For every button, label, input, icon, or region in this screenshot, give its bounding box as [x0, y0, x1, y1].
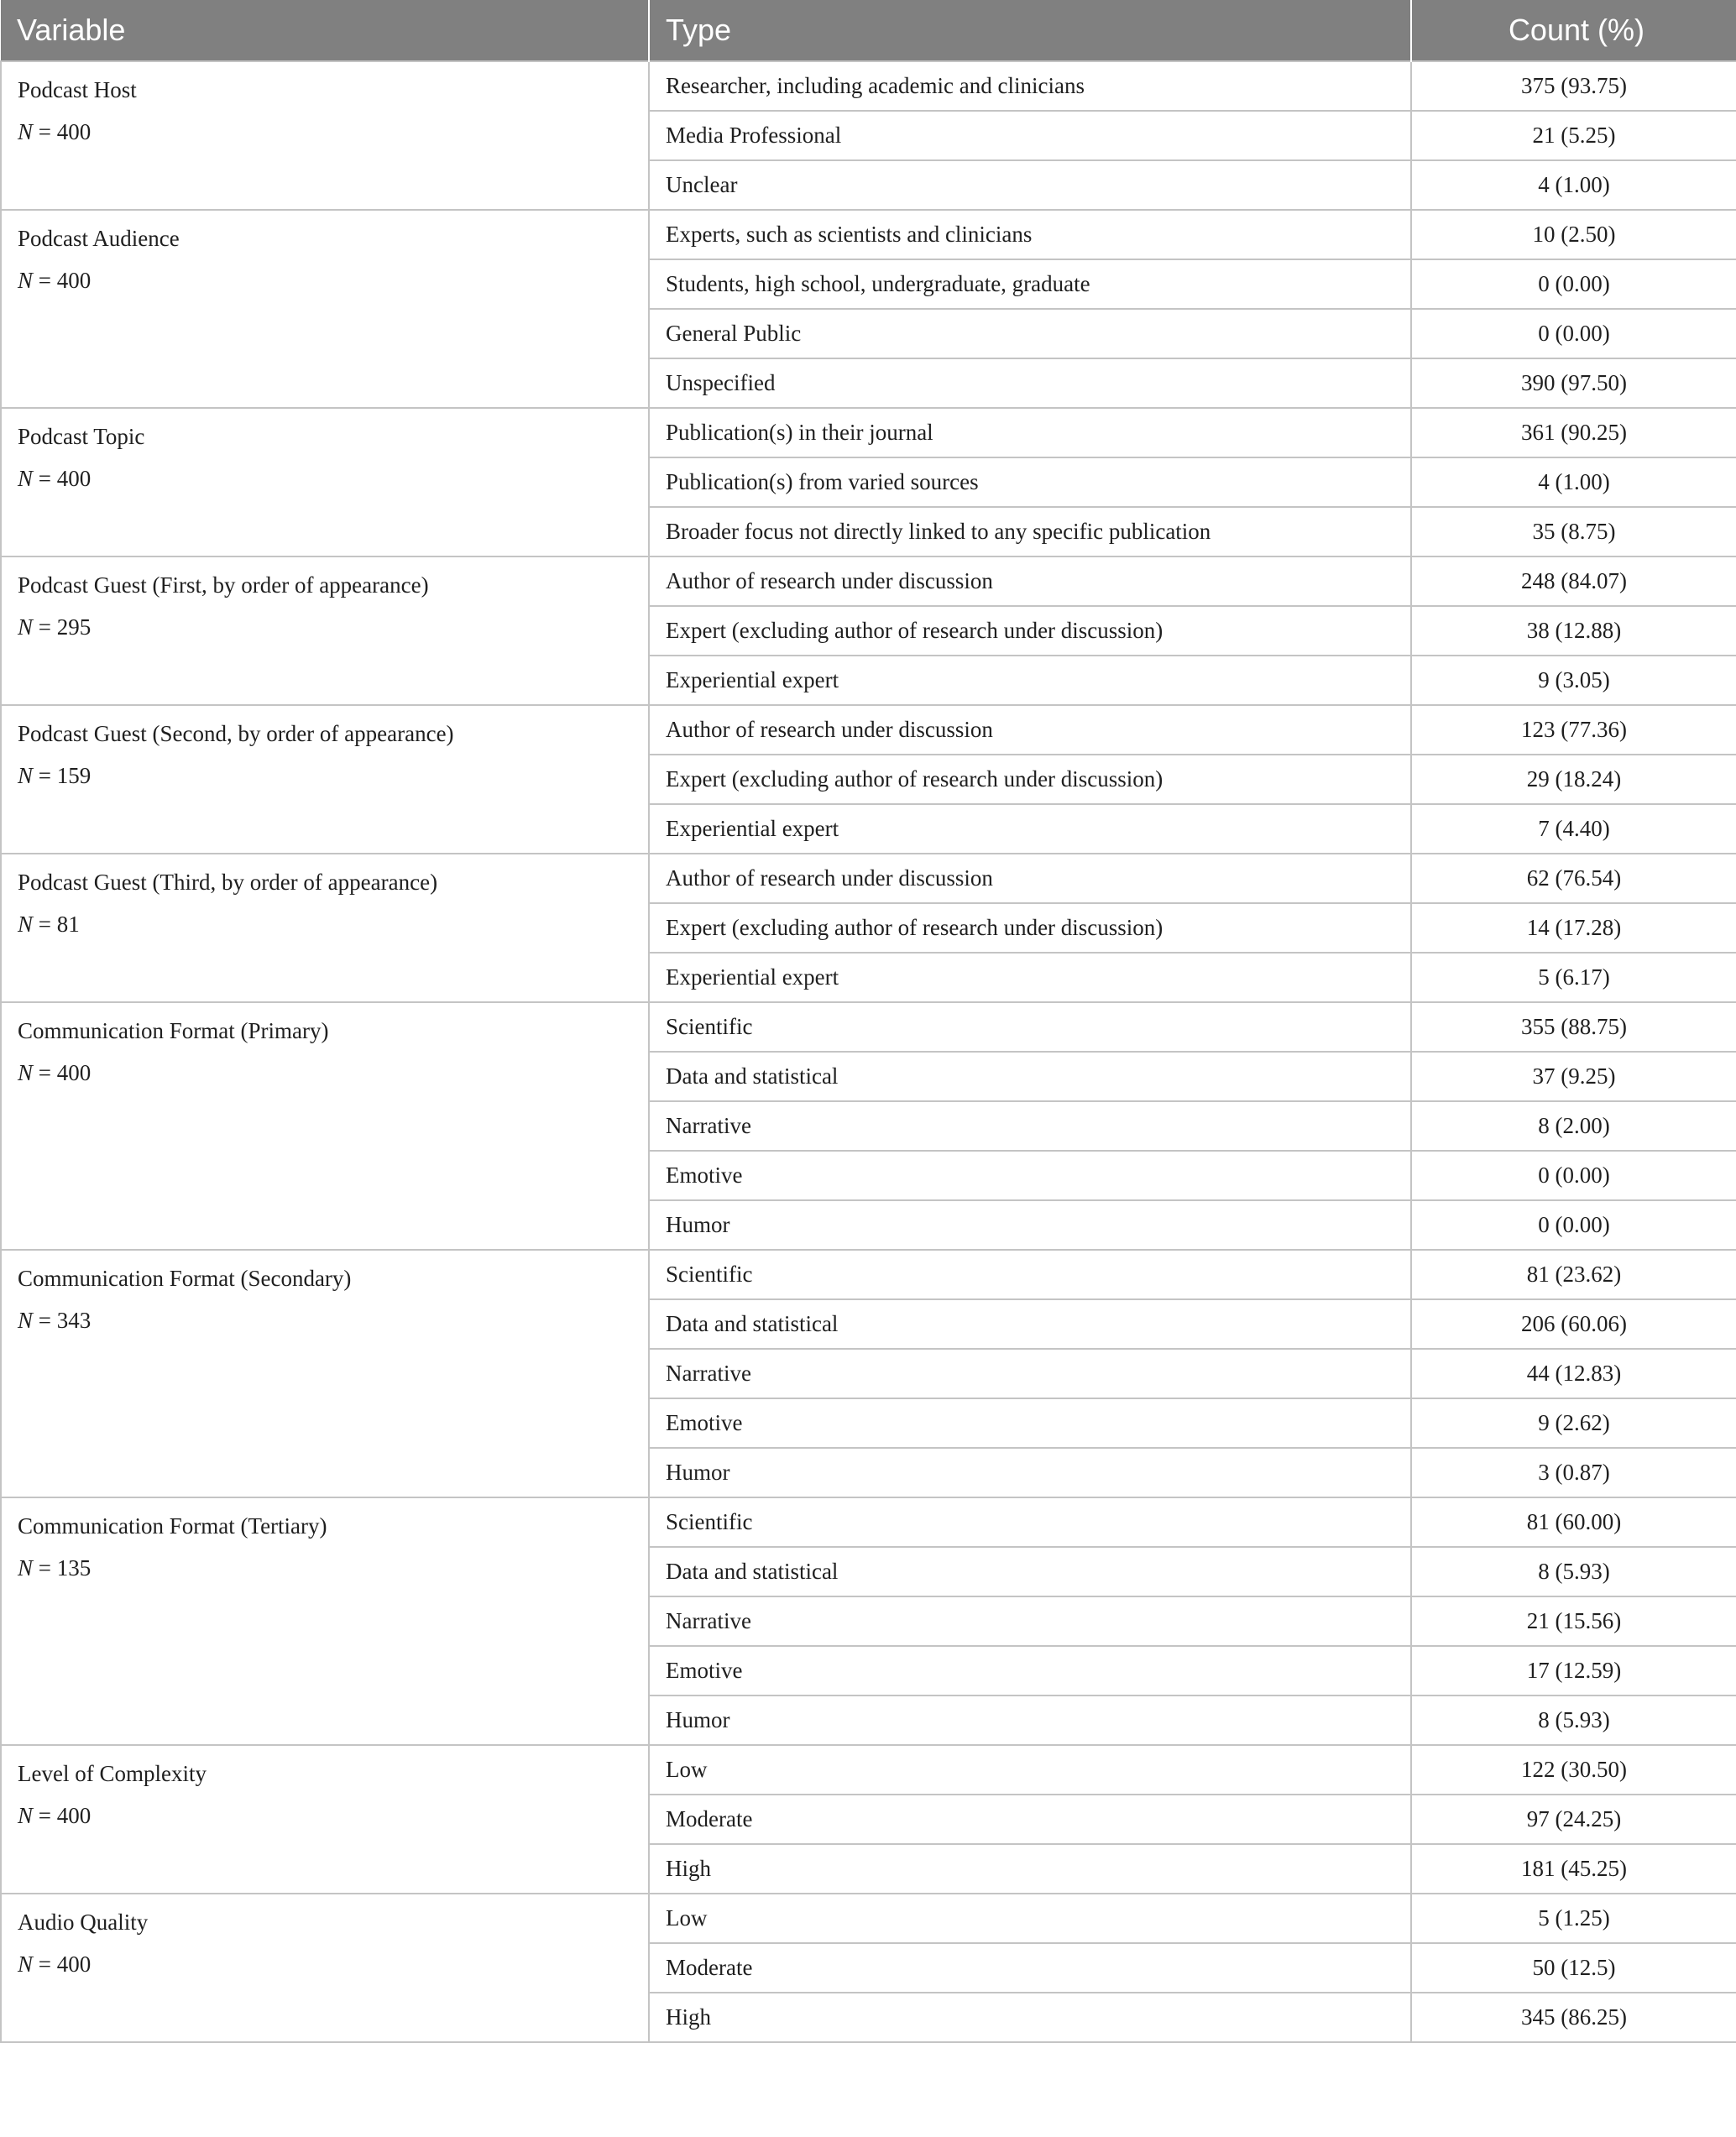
sample-size	[18, 761, 648, 790]
type-cell: Emotive	[649, 1646, 1411, 1695]
count-cell: 345 (86.25)	[1411, 1993, 1736, 2042]
sample-size-value: = 81	[38, 912, 80, 937]
sample-size-label: N	[18, 1308, 34, 1333]
type-cell: Publication(s) from varied sources	[649, 457, 1411, 507]
variable-name: Level of Complexity	[18, 1761, 207, 1786]
variable-cell	[1, 1745, 649, 1894]
type-cell: Humor	[649, 1695, 1411, 1745]
sample-size-value: = 400	[38, 1803, 92, 1828]
variable-cell	[1, 1497, 649, 1745]
type-cell: Experiential expert	[649, 656, 1411, 705]
sample-size-label: N	[18, 466, 34, 491]
header-type: Type	[649, 0, 1411, 61]
table-row	[1, 210, 1736, 259]
variable-name: Podcast Guest (Third, by order of appearance)	[18, 870, 438, 895]
type-cell: Expert (excluding author of research under discussion)	[649, 755, 1411, 804]
table-row	[1, 1002, 1736, 1052]
type-cell: Low	[649, 1894, 1411, 1943]
count-cell: 44 (12.83)	[1411, 1349, 1736, 1398]
sample-size-label: N	[18, 119, 34, 144]
type-cell: Data and statistical	[649, 1299, 1411, 1349]
table-row	[1, 854, 1736, 903]
sample-size	[18, 1801, 648, 1830]
count-cell: 4 (1.00)	[1411, 457, 1736, 507]
sample-size	[18, 613, 648, 641]
type-cell: Narrative	[649, 1596, 1411, 1646]
type-cell: Experts, such as scientists and clinicians	[649, 210, 1411, 259]
variable-cell	[1, 1894, 649, 2042]
table-row	[1, 408, 1736, 457]
count-cell: 97 (24.25)	[1411, 1795, 1736, 1844]
count-cell: 181 (45.25)	[1411, 1844, 1736, 1894]
sample-size-label: N	[18, 763, 34, 788]
type-cell: Students, high school, undergraduate, graduate	[649, 259, 1411, 309]
sample-size-label: N	[18, 1060, 34, 1085]
variable-name: Podcast Host	[18, 77, 137, 102]
table-row	[1, 1894, 1736, 1943]
sample-size	[18, 266, 648, 295]
variable-cell	[1, 210, 649, 408]
count-cell: 5 (6.17)	[1411, 953, 1736, 1002]
type-cell: Moderate	[649, 1943, 1411, 1993]
count-cell: 8 (5.93)	[1411, 1695, 1736, 1745]
sample-size-value: = 295	[38, 614, 92, 640]
count-cell: 81 (23.62)	[1411, 1250, 1736, 1299]
variable-cell	[1, 556, 649, 705]
sample-size-value: = 400	[38, 268, 92, 293]
sample-size	[18, 910, 648, 938]
count-cell: 29 (18.24)	[1411, 755, 1736, 804]
variable-name: Communication Format (Primary)	[18, 1018, 329, 1043]
count-cell: 361 (90.25)	[1411, 408, 1736, 457]
table-header	[1, 0, 1736, 61]
type-cell: Data and statistical	[649, 1547, 1411, 1596]
sample-size	[18, 1306, 648, 1335]
type-cell: Publication(s) in their journal	[649, 408, 1411, 457]
variable-cell	[1, 1002, 649, 1250]
sample-size-label: N	[18, 268, 34, 293]
type-cell: Scientific	[649, 1002, 1411, 1052]
sample-size	[18, 1950, 648, 1978]
type-cell: Scientific	[649, 1497, 1411, 1547]
count-cell: 8 (2.00)	[1411, 1101, 1736, 1151]
variable-cell	[1, 61, 649, 210]
sample-size-label: N	[18, 1555, 34, 1581]
sample-size	[18, 1554, 648, 1582]
count-cell: 10 (2.50)	[1411, 210, 1736, 259]
header-count: Count (%)	[1411, 0, 1736, 61]
type-cell: Experiential expert	[649, 804, 1411, 854]
sample-size-label: N	[18, 1803, 34, 1828]
type-cell: Data and statistical	[649, 1052, 1411, 1101]
count-cell: 50 (12.5)	[1411, 1943, 1736, 1993]
variable-name: Podcast Audience	[18, 226, 180, 251]
count-cell: 355 (88.75)	[1411, 1002, 1736, 1052]
type-cell: Author of research under discussion	[649, 854, 1411, 903]
count-cell: 21 (15.56)	[1411, 1596, 1736, 1646]
type-cell: Humor	[649, 1448, 1411, 1497]
type-cell: Author of research under discussion	[649, 705, 1411, 755]
sample-size-label: N	[18, 1952, 34, 1977]
sample-size-label: N	[18, 912, 34, 937]
sample-size-value: = 400	[38, 119, 92, 144]
header-variable: Variable	[17, 13, 126, 47]
type-cell: Emotive	[649, 1398, 1411, 1448]
count-cell: 5 (1.25)	[1411, 1894, 1736, 1943]
count-cell: 4 (1.00)	[1411, 160, 1736, 210]
table-row	[1, 705, 1736, 755]
variable-cell	[1, 1250, 649, 1497]
sample-size	[18, 1058, 648, 1087]
variable-name: Podcast Guest (Second, by order of appearance)	[18, 721, 454, 746]
count-cell: 14 (17.28)	[1411, 903, 1736, 953]
type-cell: Experiential expert	[649, 953, 1411, 1002]
variable-name: Communication Format (Secondary)	[18, 1266, 352, 1291]
count-cell: 0 (0.00)	[1411, 1151, 1736, 1200]
variable-name: Communication Format (Tertiary)	[18, 1513, 327, 1539]
type-cell: Researcher, including academic and clinicians	[649, 61, 1411, 111]
count-cell: 17 (12.59)	[1411, 1646, 1736, 1695]
sample-size-value: = 159	[38, 763, 92, 788]
variable-cell	[1, 705, 649, 854]
table-row	[1, 1497, 1736, 1547]
count-cell: 37 (9.25)	[1411, 1052, 1736, 1101]
table-body	[1, 61, 1736, 2042]
type-cell: High	[649, 1993, 1411, 2042]
sample-size-value: = 343	[38, 1308, 92, 1333]
table-row	[1, 61, 1736, 111]
type-cell: Humor	[649, 1200, 1411, 1250]
variable-name: Podcast Guest (First, by order of appearance)	[18, 572, 429, 598]
type-cell: Scientific	[649, 1250, 1411, 1299]
count-cell: 3 (0.87)	[1411, 1448, 1736, 1497]
count-cell: 81 (60.00)	[1411, 1497, 1736, 1547]
type-cell: Low	[649, 1745, 1411, 1795]
variable-name: Podcast Topic	[18, 424, 145, 449]
count-cell: 38 (12.88)	[1411, 606, 1736, 656]
type-cell: Unspecified	[649, 358, 1411, 408]
count-cell: 62 (76.54)	[1411, 854, 1736, 903]
sample-size-label: N	[18, 614, 34, 640]
count-cell: 248 (84.07)	[1411, 556, 1736, 606]
count-cell: 21 (5.25)	[1411, 111, 1736, 160]
type-cell: Expert (excluding author of research under discussion)	[649, 606, 1411, 656]
count-cell: 122 (30.50)	[1411, 1745, 1736, 1795]
type-cell: Unclear	[649, 160, 1411, 210]
sample-size-value: = 400	[38, 1060, 92, 1085]
type-cell: General Public	[649, 309, 1411, 358]
variable-cell	[1, 408, 649, 556]
type-cell: Narrative	[649, 1349, 1411, 1398]
count-cell: 9 (2.62)	[1411, 1398, 1736, 1448]
count-cell: 8 (5.93)	[1411, 1547, 1736, 1596]
table-row	[1, 1250, 1736, 1299]
sample-size	[18, 118, 648, 146]
type-cell: Author of research under discussion	[649, 556, 1411, 606]
type-cell: Media Professional	[649, 111, 1411, 160]
sample-size	[18, 464, 648, 493]
sample-size-value: = 400	[38, 466, 92, 491]
variable-cell	[1, 854, 649, 1002]
type-cell: Narrative	[649, 1101, 1411, 1151]
count-cell: 0 (0.00)	[1411, 309, 1736, 358]
count-cell: 35 (8.75)	[1411, 507, 1736, 556]
count-cell: 390 (97.50)	[1411, 358, 1736, 408]
count-cell: 375 (93.75)	[1411, 61, 1736, 111]
table-row	[1, 556, 1736, 606]
sample-size-value: = 135	[38, 1555, 92, 1581]
count-cell: 0 (0.00)	[1411, 1200, 1736, 1250]
count-cell: 7 (4.40)	[1411, 804, 1736, 854]
type-cell: Emotive	[649, 1151, 1411, 1200]
count-cell: 206 (60.06)	[1411, 1299, 1736, 1349]
type-cell: Broader focus not directly linked to any specific publication	[649, 507, 1411, 556]
header-row	[1, 0, 1736, 61]
count-cell: 9 (3.05)	[1411, 656, 1736, 705]
type-cell: High	[649, 1844, 1411, 1894]
count-cell: 123 (77.36)	[1411, 705, 1736, 755]
type-cell: Expert (excluding author of research under discussion)	[649, 903, 1411, 953]
table-row	[1, 1745, 1736, 1795]
sample-size-value: = 400	[38, 1952, 92, 1977]
count-cell: 0 (0.00)	[1411, 259, 1736, 309]
type-cell: Moderate	[649, 1795, 1411, 1844]
variable-name: Audio Quality	[18, 1910, 149, 1935]
